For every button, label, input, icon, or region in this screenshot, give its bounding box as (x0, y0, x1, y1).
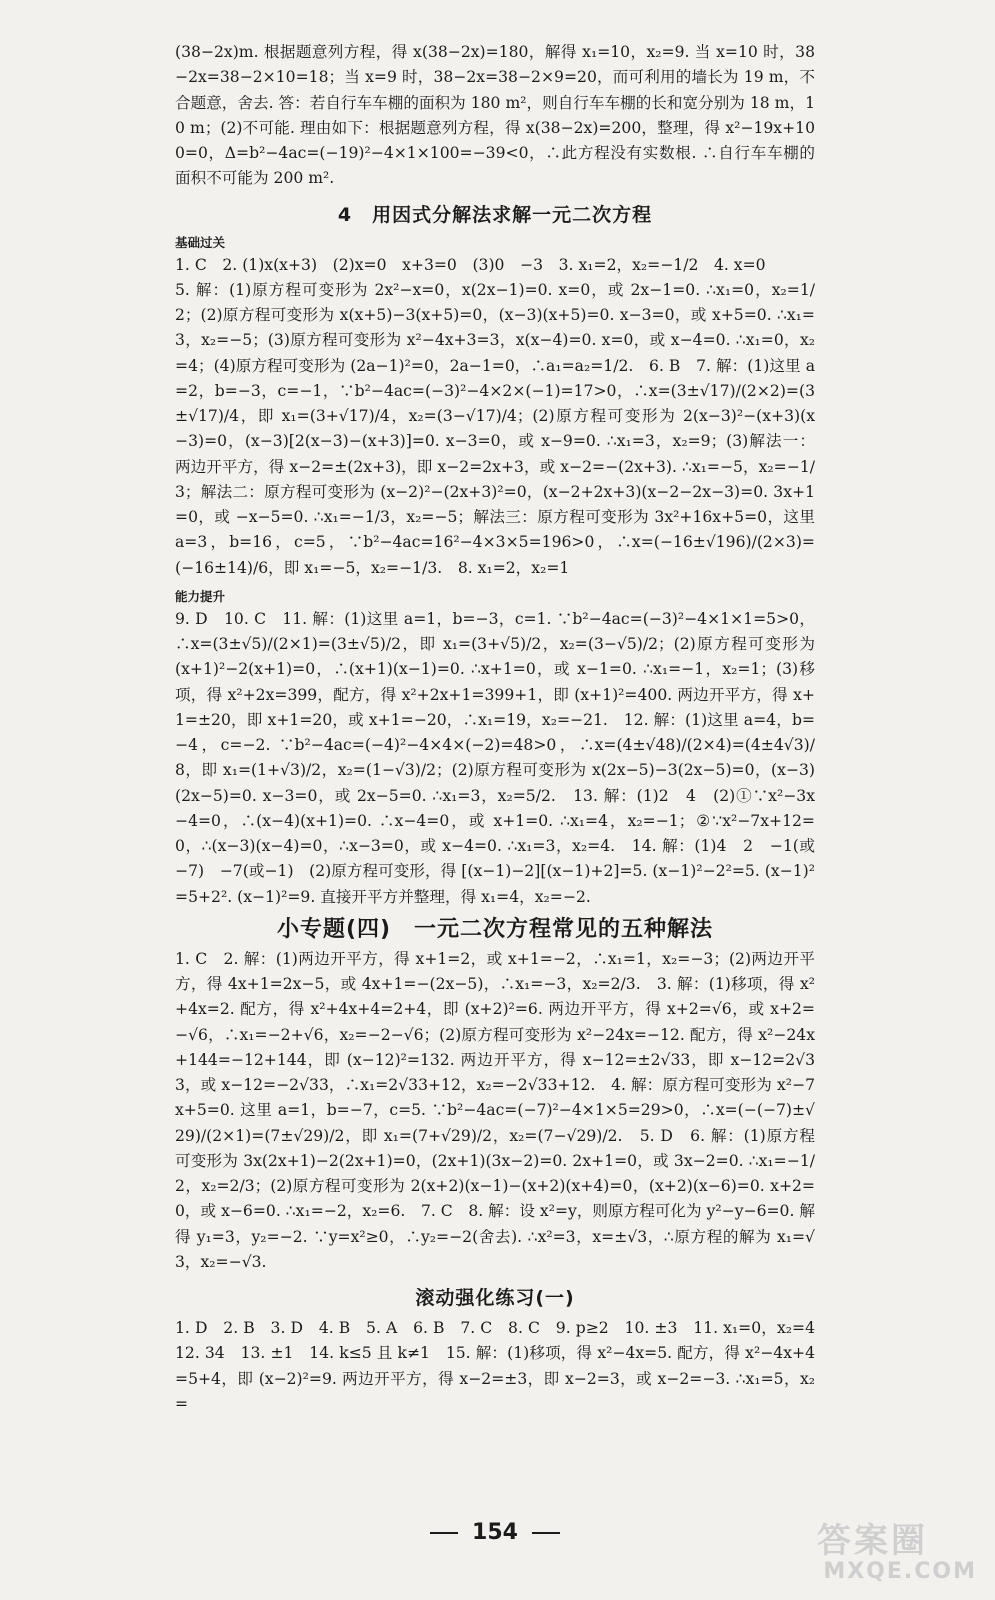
subheading-basic: 基础过关 (175, 234, 226, 250)
section-title-rolling-practice: 滚动强化练习(一) (415, 1287, 575, 1309)
paragraph-special-topic: 1. C 2. 解：(1)两边开平方，得 x+1=2，或 x+1=−2，∴x₁=1，x₂=−3；(2)两边开平方，得 4x+1=2x−5，或 4x+1=−(2x−5)，∴x₁=−3，x₂=2/3. 3. 解：(1)移项，得 x²+4x=2. 配方，得 x²+4x+4=2+4，即 (x+2)²=6. 两边开平方，得 x+2=√6，或 x+2=−√6，∴x₁=−2+√6，x₂=−2−√6；(2)原方程可变形为 x²−24x=−12. 配方，得 x²−24x+144=−12+144，即 (x−12)²=132. 两边开平方，得 x−12=±2√33，即 x−12=2√33，或 x−12=−2√33，∴x₁=2√33+12，x₂=−2√33+12. 4. 解：原方程可变形为 x²−7x+5=0. 这里 a=1，b=−7，c=5. ∵b²−4ac=(−7)²−4×1×5=29>0，∴x=(−(−7)±√29)/(2×1)=(7±√29)/2，即 x₁=(7+√29)/2，x₂=(7−√29)/2. 5. D 6. 解：(1)原方程可变形为 3x(2x+1)−2(2x+1)=0，(2x+1)(3x−2)=0. 2x+1=0，或 3x−2=0. ∴x₁=−1/2，x₂=2/3；(2)原方程可变形为 2(x+2)(x−1)−(x+2)(x+4)=0，(x+2)(x−6)=0. x+2=0，或 x−6=0. ∴x₁=−2，x₂=6. 7. C 8. 解：设 x²=y，则原方程可化为 y²−y−6=0. 解得 y₁=3，y₂=−2. ∵y=x²≥0，∴y₂=−2(舍去). ∴x²=3，x=±√3，∴原方程的解为 x₁=√3，x₂=−√3. (175, 949, 815, 1271)
page-number (175, 1520, 815, 1545)
page-number-text: 154 (472, 1520, 518, 1545)
section-title-factorization: 4 用因式分解法求解一元二次方程 (337, 203, 653, 226)
watermark-bottom: MXQE.COM (823, 1559, 977, 1584)
watermark-top: 答案圈 (817, 1521, 928, 1561)
page-number-dash-right (532, 1532, 560, 1534)
paragraph-bike-shed: (38−2x)m. 根据题意列方程，得 x(38−2x)=180，解得 x₁=10，x₂=9. 当 x=10 时，38−2x=38−2×10=18；当 x=9 时，38−2x=38−2×9=20，而可利用的墙长为 19 m，不合题意，舍去. 答：若自行车车棚的面积为 180 m²，则自行车车棚的长和宽分别为 18 m，10 m；(2)不可能. 理由如下：根据题意列方程，得 x(38−2x)=200，整理，得 x²−19x+100=0，Δ=b²−4ac=(−19)²−4×1×100=−39<0，∴此方程没有实数根. ∴自行车车棚的面积不可能为 200 m². (175, 43, 815, 188)
document-page (175, 40, 831, 1580)
paragraph-rolling-practice: 1. D 2. B 3. D 4. B 5. A 6. B 7. C 8. C 9. p≥2 10. ±3 11. x₁=0，x₂=4 12. 34 13. ±1 14. k≤5 且 k≠1 15. 解：(1)移项，得 x²−4x=5. 配方，得 x²−4x+4=5+4，即 (x−2)²=9. 两边开平方，得 x−2=±3，即 x−2=3，或 x−2=−3. ∴x₁=5，x₂= (175, 1319, 831, 1413)
subheading-advanced: 能力提升 (175, 588, 226, 604)
paragraph-basic-1: 1. C 2. (1)x(x+3) (2)x=0 x+3=0 (3)0 −3 3. x₁=2，x₂=−1/2 4. x=0 (175, 255, 766, 274)
watermark-logo (817, 1522, 977, 1586)
paragraph-basic-2: 5. 解：(1)原方程可变形为 2x²−x=0，x(2x−1)=0. x=0，或 2x−1=0. ∴x₁=0，x₂=1/2；(2)原方程可变形为 x(x+5)−3(x+5)=0，(x−3)(x+5)=0. x−3=0，或 x+5=0. ∴x₁=3，x₂=−5；(3)原方程可变形为 x²−4x+3=3，x(x−4)=0. x=0，或 x−4=0. ∴x₁=0，x₂=4；(4)原方程可变形为 (2a−1)²=0，2a−1=0，∴a₁=a₂=1/2. 6. B 7. 解：(1)这里 a=2，b=−3，c=−1，∵b²−4ac=(−3)²−4×2×(−1)=17>0，∴x=(3±√17)/(2×2)=(3±√17)/4，即 x₁=(3+√17)/4，x₂=(3−√17)/4；(2)原方程可变形为 2(x−3)²−(x+3)(x−3)=0，(x−3)[2(x−3)−(x+3)]=0. x−3=0，或 x−9=0. ∴x₁=3，x₂=9；(3)解法一：两边开平方，得 x−2=±(2x+3)，即 x−2=2x+3，或 x−2=−(2x+3). ∴x₁=−5，x₂=−1/3；解法二：原方程可变形为 (x−2)²−(2x+3)²=0，(x−2+2x+3)(x−2−2x−3)=0. 3x+1=0，或 −x−5=0. ∴x₁=−1/3，x₂=−5；解法三：原方程可变形为 3x²+16x+5=0，这里 a=3，b=16，c=5，∵b²−4ac=16²−4×3×5=196>0，∴x=(−16±√196)/(2×3)=(−16±14)/6，即 x₁=−5，x₂=−1/3. 8. x₁=2，x₂=1 (175, 280, 815, 577)
answer-flow (175, 40, 831, 1417)
page-number-dash-left (430, 1532, 458, 1534)
paragraph-advanced: 9. D 10. C 11. 解：(1)这里 a=1，b=−3，c=1. ∵b²−4ac=(−3)²−4×1×1=5>0，∴x=(3±√5)/(2×1)=(3±√5)/2，即 x₁=(3+√5)/2，x₂=(3−√5)/2；(2)原方程可变形为 (x+1)²−2(x+1)=0，∴(x+1)(x−1)=0. ∴x+1=0，或 x−1=0. ∴x₁=−1，x₂=1；(3)移项，得 x²+2x=399，配方，得 x²+2x+1=399+1，即 (x+1)²=400. 两边开平方，得 x+1=±20，即 x+1=20，或 x+1=−20，∴x₁=19，x₂=−21. 12. 解：(1)这里 a=4，b=−4，c=−2. ∵b²−4ac=(−4)²−4×4×(−2)=48>0，∴x=(4±√48)/(2×4)=(4±4√3)/8，即 x₁=(1+√3)/2，x₂=(1−√3)/2；(2)原方程可变形为 x(2x−5)−3(2x−5)=0，(x−3)(2x−5)=0. x−3=0，或 2x−5=0. ∴x₁=3，x₂=5/2. 13. 解：(1)2 4 (2)①∵x²−3x−4=0，∴(x−4)(x+1)=0. ∴x−4=0，或 x+1=0. ∴x₁=4，x₂=−1；②∵x²−7x+12=0，∴(x−3)(x−4)=0，∴x−3=0，或 x−4=0. ∴x₁=3，x₂=4. 14. 解：(1)4 2 −1(或−7) −7(或−1) (2)原方程可变形，得 [(x−1)−2][(x−1)+2]=5. (x−1)²−2²=5. (x−1)²=5+2². (x−1)²=9. 直接开平方并整理，得 x₁=4，x₂=−2. (175, 609, 815, 906)
section-title-special-topic: 小专题(四) 一元二次方程常见的五种解法 (276, 916, 714, 942)
